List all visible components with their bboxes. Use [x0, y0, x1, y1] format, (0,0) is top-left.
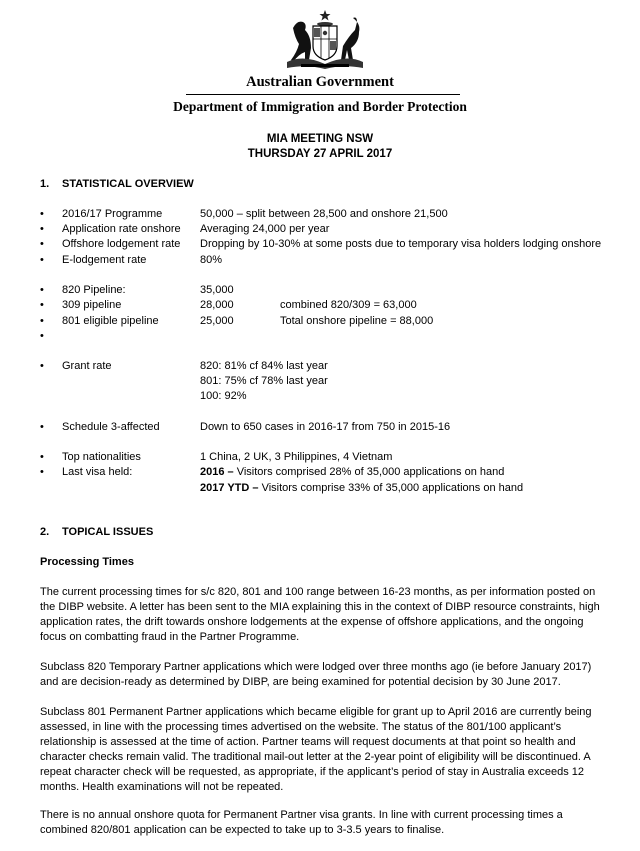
header-divider — [186, 94, 460, 95]
stat-value: 80% — [200, 254, 223, 266]
stat-value: Down to 650 cases in 2016-17 from 750 in 2015-16 — [200, 421, 451, 433]
stat-label: Last visa held: — [62, 466, 133, 478]
stat-label: 309 pipeline — [62, 299, 122, 311]
stat-row — [40, 284, 620, 299]
bullet: • — [40, 238, 44, 250]
stat-label: E-lodgement rate — [62, 254, 147, 266]
section-title: STATISTICAL OVERVIEW — [62, 178, 194, 190]
stat-value: 50,000 – split between 28,500 and onshore 21,500 — [200, 208, 448, 220]
stat-extra: Total onshore pipeline = 88,000 — [280, 315, 434, 327]
grant-rate-line: 801: 75% cf 78% last year — [200, 375, 328, 387]
bullet: • — [40, 330, 44, 342]
stat-extra: combined 820/309 = 63,000 — [280, 299, 417, 311]
stat-row — [40, 421, 620, 436]
bullet: • — [40, 421, 44, 433]
stat-row — [40, 208, 620, 223]
paragraph: Subclass 801 Permanent Partner applications which became eligible for grant up to April 2016 are currently being assessed, in line with the processing times advertised on the website. The status of the 801/100 applicant’s relationship is assessed at the time of action. Partner teams will request documents at that point so health and character checks remain valid. The traditional mail-out letter at the 2-year point of eligibility will be discontinued. A repeat character check will be requested, as appropriate, if the applicant’s period of stay in Australia exceeds 12 months. Health examinations will not be repeated. — [40, 706, 592, 793]
section-number: 1. — [40, 178, 50, 190]
stat-row — [40, 466, 620, 481]
stat-value: 28,000 — [200, 299, 234, 311]
bullet: • — [40, 223, 44, 235]
processing-times-heading: Processing Times — [40, 556, 134, 568]
stat-value — [200, 466, 504, 478]
stat-label: Grant rate — [62, 360, 112, 372]
stat-value: Dropping by 10-30% at some posts due to temporary visa holders lodging onshore — [200, 238, 602, 250]
stat-row — [40, 254, 620, 269]
meeting-title: MIA MEETING NSW — [266, 133, 374, 145]
bullet: • — [40, 466, 44, 478]
visa-detail: Visitors comprise 33% of 35,000 applications on hand — [258, 482, 524, 494]
stat-value: Averaging 24,000 per year — [200, 223, 330, 235]
section-2-heading — [40, 526, 153, 538]
bullet: • — [40, 360, 44, 372]
bullet: • — [40, 451, 44, 463]
stat-label: Application rate onshore — [62, 223, 181, 235]
visa-detail: Visitors comprised 28% of 35,000 applications on hand — [233, 466, 505, 478]
stat-value: 25,000 — [200, 315, 234, 327]
bullet: • — [40, 315, 44, 327]
stat-row — [40, 299, 620, 314]
stat-value: 1 China, 2 UK, 3 Philippines, 4 Vietnam — [200, 451, 393, 463]
bullet: • — [40, 208, 44, 220]
paragraph: The current processing times for s/c 820, 801 and 100 range between 16-23 months, as per information posted on the DIBP website. A letter has been sent to the MIA explaining this in the context of DIBP resource constraints, high application rates, the drift towards onshore lodgements at the expense of offshore applications, and the ongoing focus on combatting fraud in the Partner Programme. — [40, 586, 600, 643]
stat-value: 820: 81% cf 84% last year — [200, 360, 328, 372]
coat-of-arms-emblem — [283, 8, 367, 70]
paragraph: There is no annual onshore quota for Permanent Partner visa grants. In line with current processing times a combined 820/801 application can be expected to take up to 3-3.5 years to finalise. — [40, 809, 563, 836]
stat-label: 820 Pipeline: — [62, 284, 126, 296]
grant-rate-line: 100: 92% — [200, 390, 247, 402]
stat-row — [40, 238, 620, 253]
paragraph: Subclass 820 Temporary Partner applications which were lodged over three months ago (ie before January 2017) and are decision-ready as determined by DIBP, are being examined for potential decision by 30 June 2017. — [40, 661, 592, 688]
section-title: TOPICAL ISSUES — [62, 526, 154, 538]
bullet: • — [40, 254, 44, 266]
stat-row-empty — [40, 330, 620, 345]
section-1-heading — [40, 178, 194, 190]
meeting-date: THURSDAY 27 APRIL 2017 — [247, 148, 393, 160]
department-name: Department of Immigration and Border Protection — [173, 99, 467, 114]
last-visa-line — [200, 482, 523, 494]
year-label: 2016 – — [200, 466, 234, 478]
stat-label: Top nationalities — [62, 451, 141, 463]
stat-row — [40, 451, 620, 466]
bullet: • — [40, 284, 44, 296]
stat-label: 2016/17 Programme — [62, 208, 163, 220]
stat-label: 801 eligible pipeline — [62, 315, 159, 327]
stat-label: Offshore lodgement rate — [62, 238, 181, 250]
stat-row — [40, 223, 620, 238]
stat-label: Schedule 3-affected — [62, 421, 160, 433]
section-number: 2. — [40, 526, 50, 538]
year-label: 2017 YTD – — [200, 482, 259, 494]
stat-row — [40, 315, 620, 330]
government-name: Australian Government — [246, 74, 394, 90]
stat-row — [40, 360, 620, 375]
stat-value: 35,000 — [200, 284, 234, 296]
bullet: • — [40, 299, 44, 311]
